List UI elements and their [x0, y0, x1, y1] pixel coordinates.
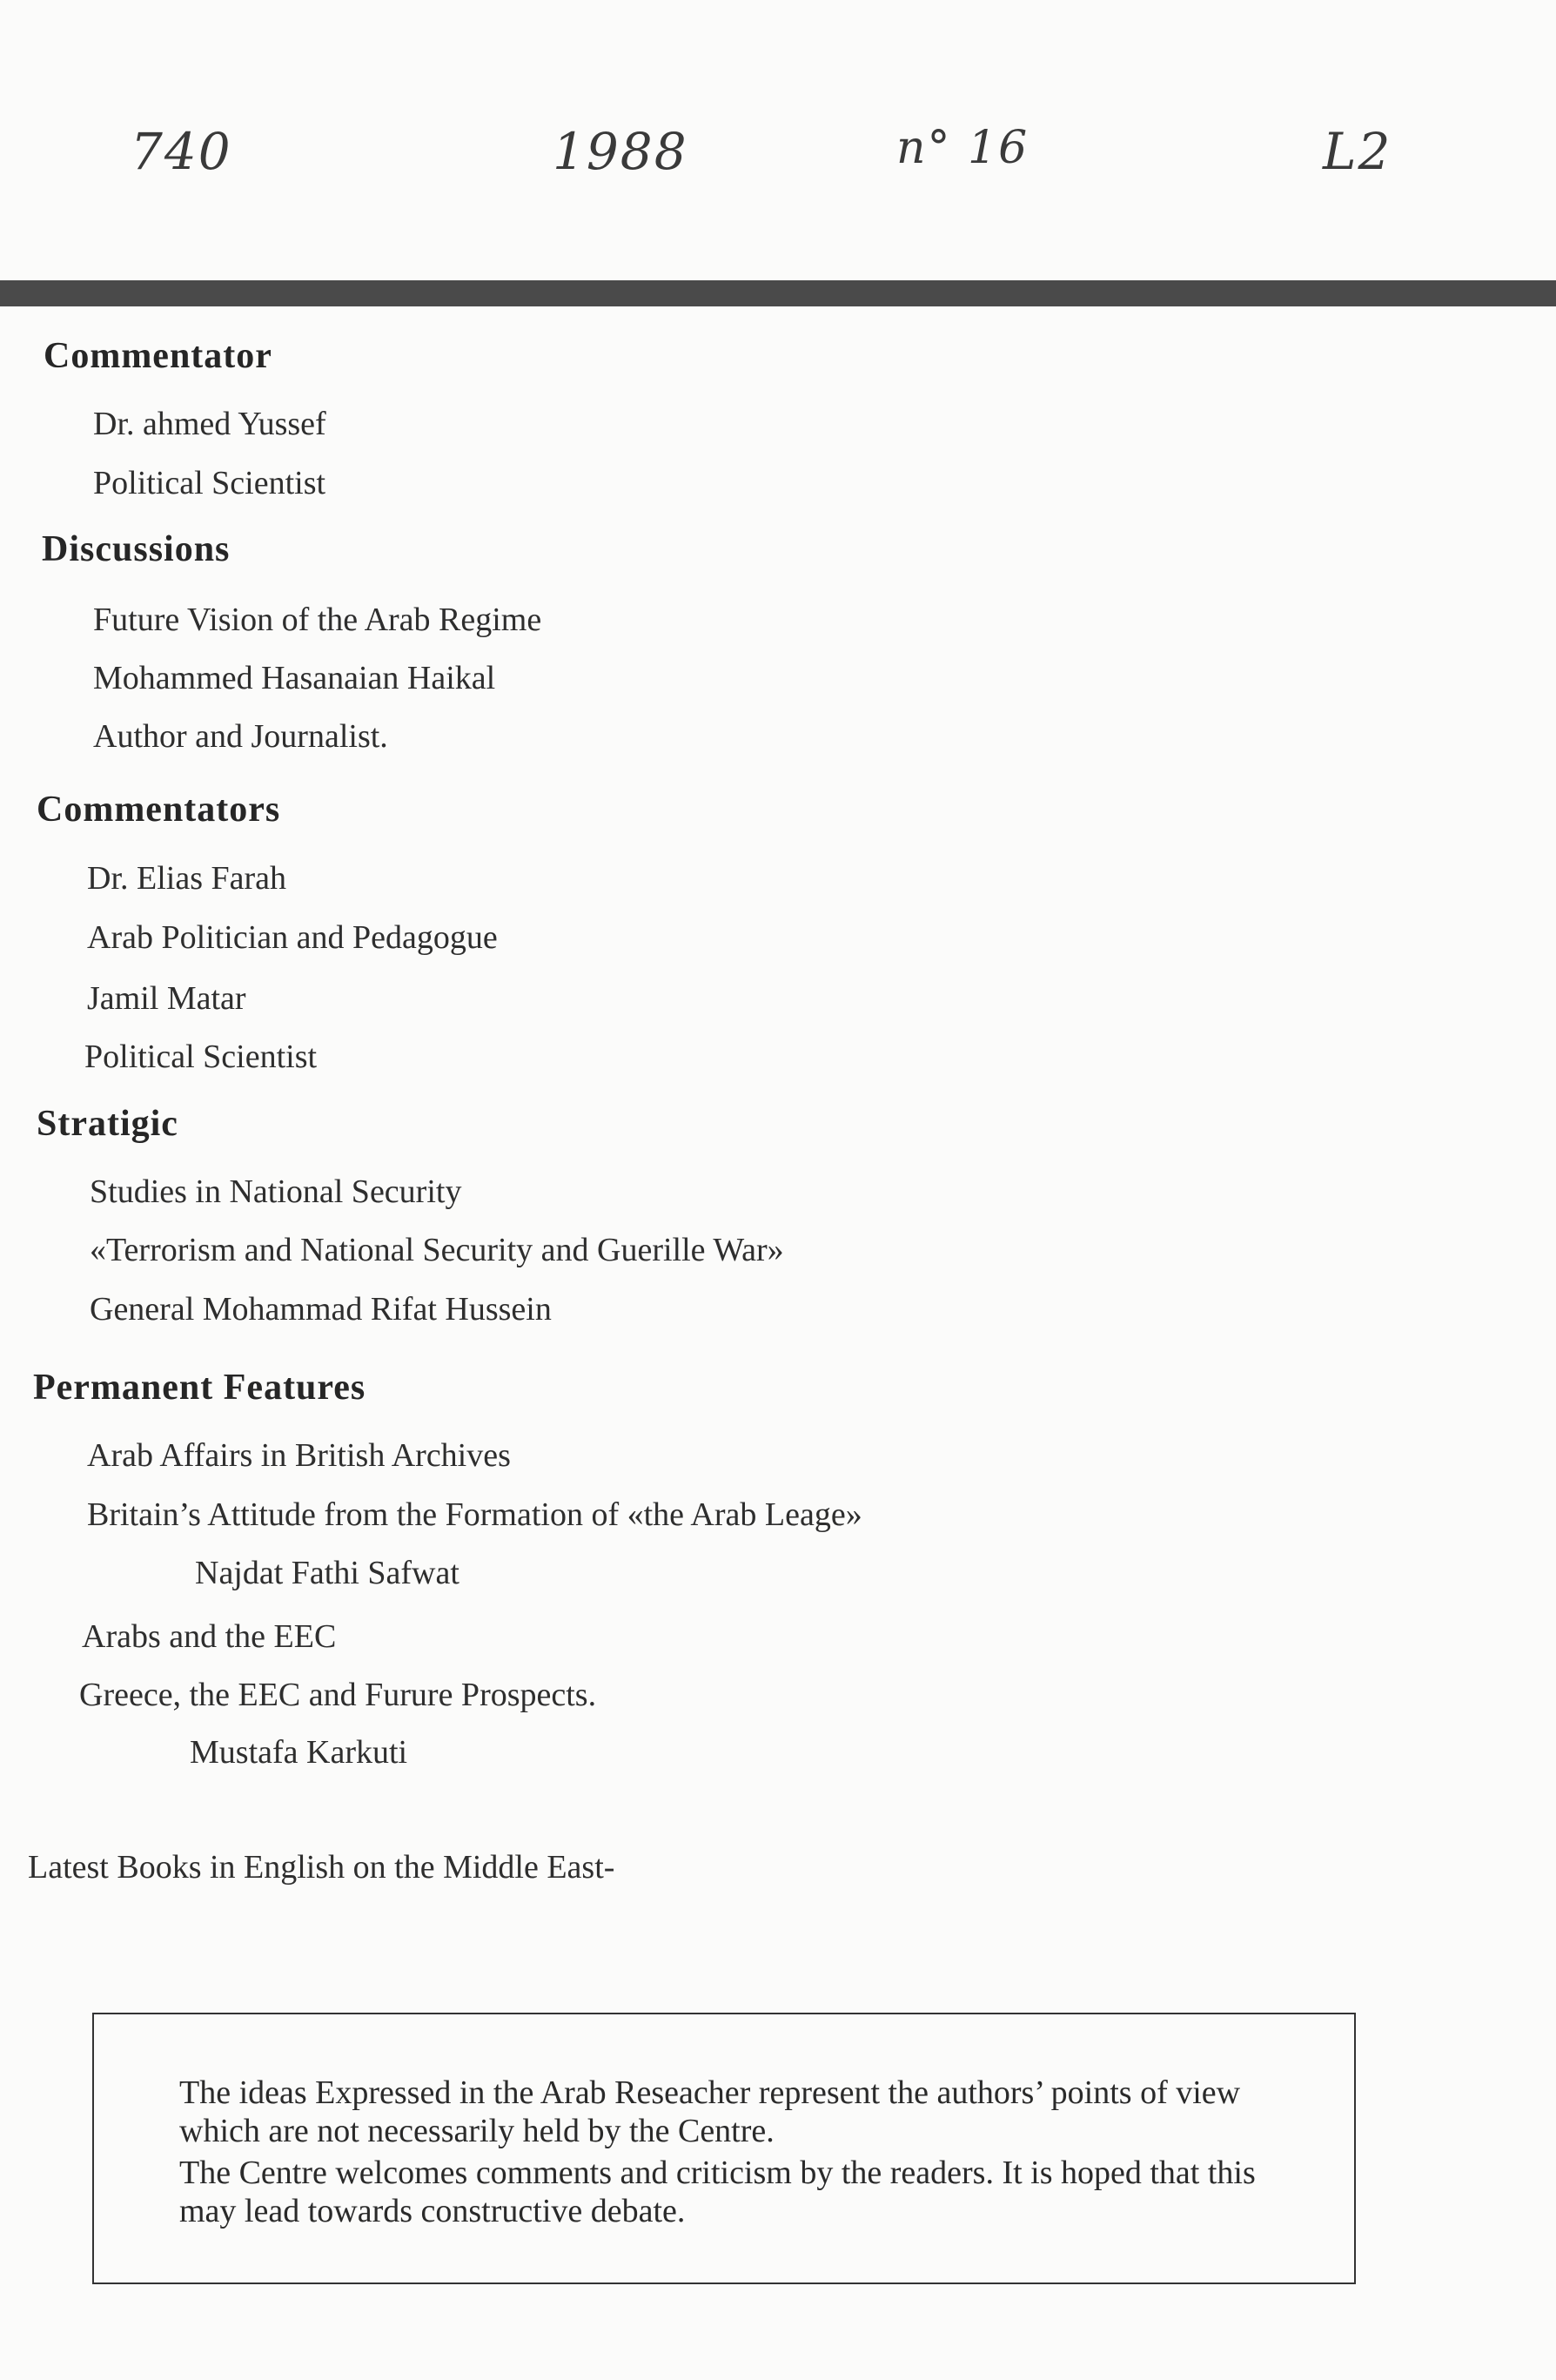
entry-line: Greece, the EEC and Furure Prospects.	[79, 1677, 597, 1713]
entry-line: Mustafa Karkuti	[190, 1734, 408, 1771]
entry-line: «Terrorism and National Security and Guerille War»	[90, 1232, 784, 1268]
entry-line: Author and Journalist.	[93, 718, 388, 755]
entry-line: Dr. ahmed Yussef	[93, 406, 326, 442]
handwritten-year: 1988	[553, 122, 688, 181]
section-title-discussions: Discussions	[42, 529, 231, 569]
entry-line: Political Scientist	[84, 1039, 318, 1075]
entry-line: Arab Politician and Pedagogue	[87, 919, 498, 956]
disclaimer-paragraph-2: The Centre welcomes comments and criticism by the readers. It is hoped that this may lead towards constructive debate.	[179, 2155, 1256, 2229]
entry-line: Najdat Fathi Safwat	[195, 1555, 459, 1591]
handwritten-mark: L2	[1323, 122, 1392, 181]
entry-line: Political Scientist	[93, 465, 326, 501]
entry-line: Studies in National Security	[90, 1173, 462, 1210]
entry-line: Britain’s Attitude from the Formation of «the Arab Leage»	[87, 1496, 862, 1533]
section-title-commentator: Commentator	[44, 336, 272, 376]
entry-line: General Mohammad Rifat Hussein	[90, 1291, 552, 1328]
section-title-stratigic: Stratigic	[37, 1104, 178, 1144]
entry-line: Future Vision of the Arab Regime	[93, 602, 542, 638]
entry-line: Dr. Elias Farah	[87, 860, 287, 897]
handwritten-code: 740	[131, 122, 232, 181]
disclaimer-paragraph-1: The ideas Expressed in the Arab Reseacher represent the authors’ points of view which are not necessarily held by the Centre.	[179, 2074, 1241, 2149]
entry-line: Arab Affairs in British Archives	[87, 1437, 511, 1474]
entry-line: Mohammed Hasanaian Haikal	[93, 660, 496, 696]
latest-books-line: Latest Books in English on the Middle East-	[28, 1849, 615, 1886]
section-title-commentators: Commentators	[37, 790, 281, 830]
entry-line: Jamil Matar	[87, 980, 246, 1017]
section-title-permanent-features: Permanent Features	[33, 1368, 366, 1408]
entry-line: Arabs and the EEC	[82, 1618, 337, 1655]
disclaimer-box	[92, 2013, 1356, 2284]
header-rule	[0, 280, 1556, 306]
handwritten-number: n° 16	[896, 122, 1030, 174]
